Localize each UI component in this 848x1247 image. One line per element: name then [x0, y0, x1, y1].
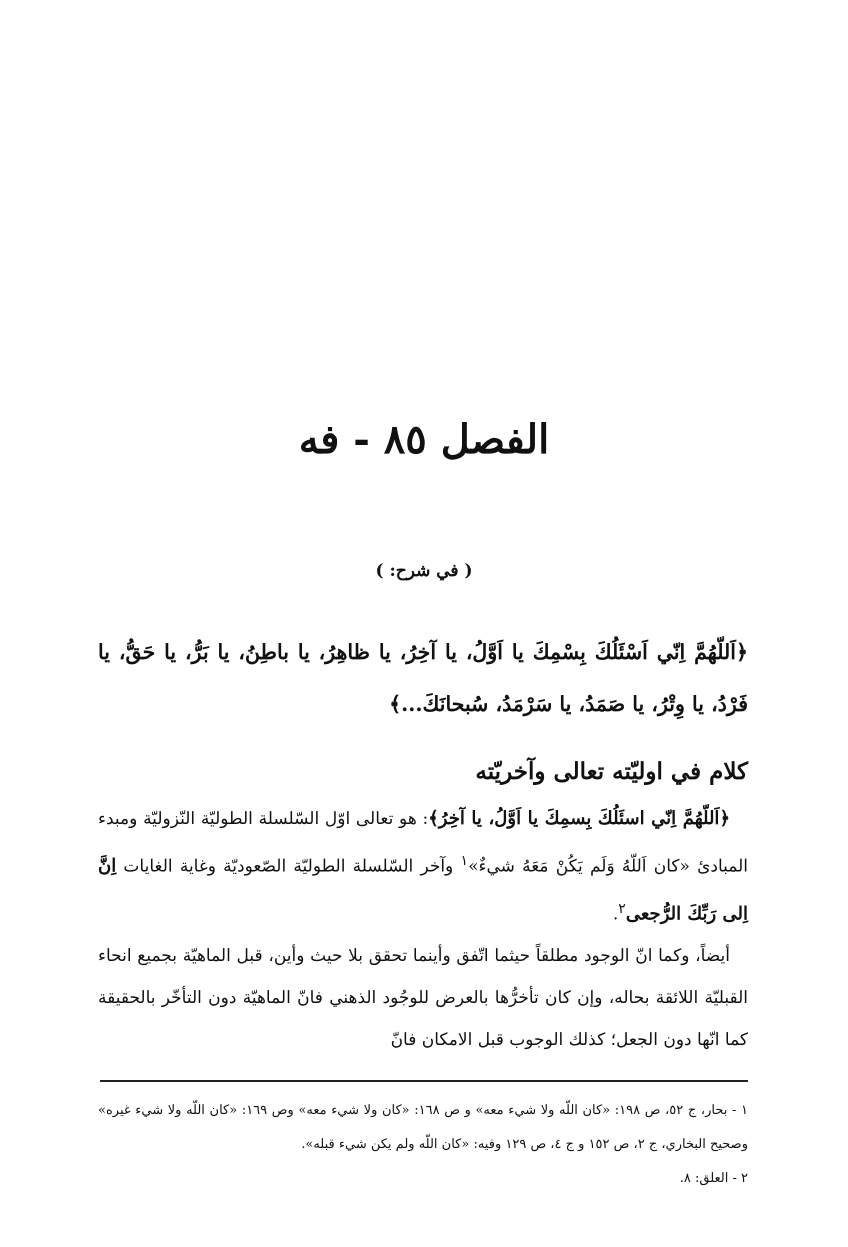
footnote-2: ٢ - العلق: ٨. [679, 1171, 748, 1186]
footnotes [98, 1094, 748, 1196]
footnote-1: ١ - بحار، ج ٥٢، ص ١٩٨: «كان اللّه ولا شيء معه» و ص ١٦٨: «كان ولا شيء معه» وص ١٦٩: «كان اللّه ولا شيء غيره» وصحيح البخاري، ج ٢، ص ١٥٢ و ج ٤، ص ١٢٩ وفيه: «كان اللّه ولم يكن شيء قبله». [98, 1103, 748, 1152]
section-heading: كلام في اوليّته تعالى وآخريّته [475, 758, 748, 785]
quran-quote: اِنَّ اِلى رَبِّكَ الرُّجعى [98, 855, 748, 925]
prayer-text: ﴿اَللّهُمَّ اِنّي اَسْئَلُكَ بِسْمِكَ يا اَوَّلُ، يا آخِرُ، يا ظاهِرُ، يا باطِنُ، يا بَرُّ، يا حَقُّ، يا فَرْدُ، يا وِتْرُ، يا صَمَدُ، يا سَرْمَدُ، سُبحانَكَ...﴾ [98, 640, 748, 716]
paragraph-1-end: . [612, 904, 619, 925]
chapter-title: الفصل ٨٥ - فه [298, 416, 550, 463]
paragraph-1-text-b: وآخر السّلسلة الطوليّة الصّعوديّة وغاية الغايات [116, 856, 461, 877]
paragraph-1 [98, 798, 748, 935]
body-text [98, 798, 748, 1061]
quoted-prayer: ﴿اَللّهُمَّ اِنّي اسئَلُكَ بِسمِكَ يا اَوَّلُ، يا آخِرُ﴾ [428, 808, 730, 829]
footnote-ref-2: ٢ [618, 900, 626, 917]
footnote-divider [100, 1080, 748, 1082]
subtitle: ( في شرح: ) [375, 561, 473, 581]
paragraph-2: أيضاً، وكما انّ الوجود مطلقاً حيثما اتّفق وأينما تحقق بلا حيث وأين، قبل الماهيّة بجميع انحاء القبليّة اللائقة بحاله، وإن كان تأخرُّها بالعرض للوجُود الذهني فانّ الماهيّة دون التأخّر بالحقيقة كما انّها دون الجعل؛ كذلك الوجوب قبل الامكان فانّ [98, 946, 748, 1051]
footnote-ref-1: ١ [460, 853, 469, 869]
paragraph-1-text-a: : هو تعالى اوّل السّلسلة الطوليّة النّزوليّة ومبدء المبادئ «كان اَللّهُ وَلَم يَكُنْ مَعَهُ شيءٌ» [98, 809, 748, 877]
